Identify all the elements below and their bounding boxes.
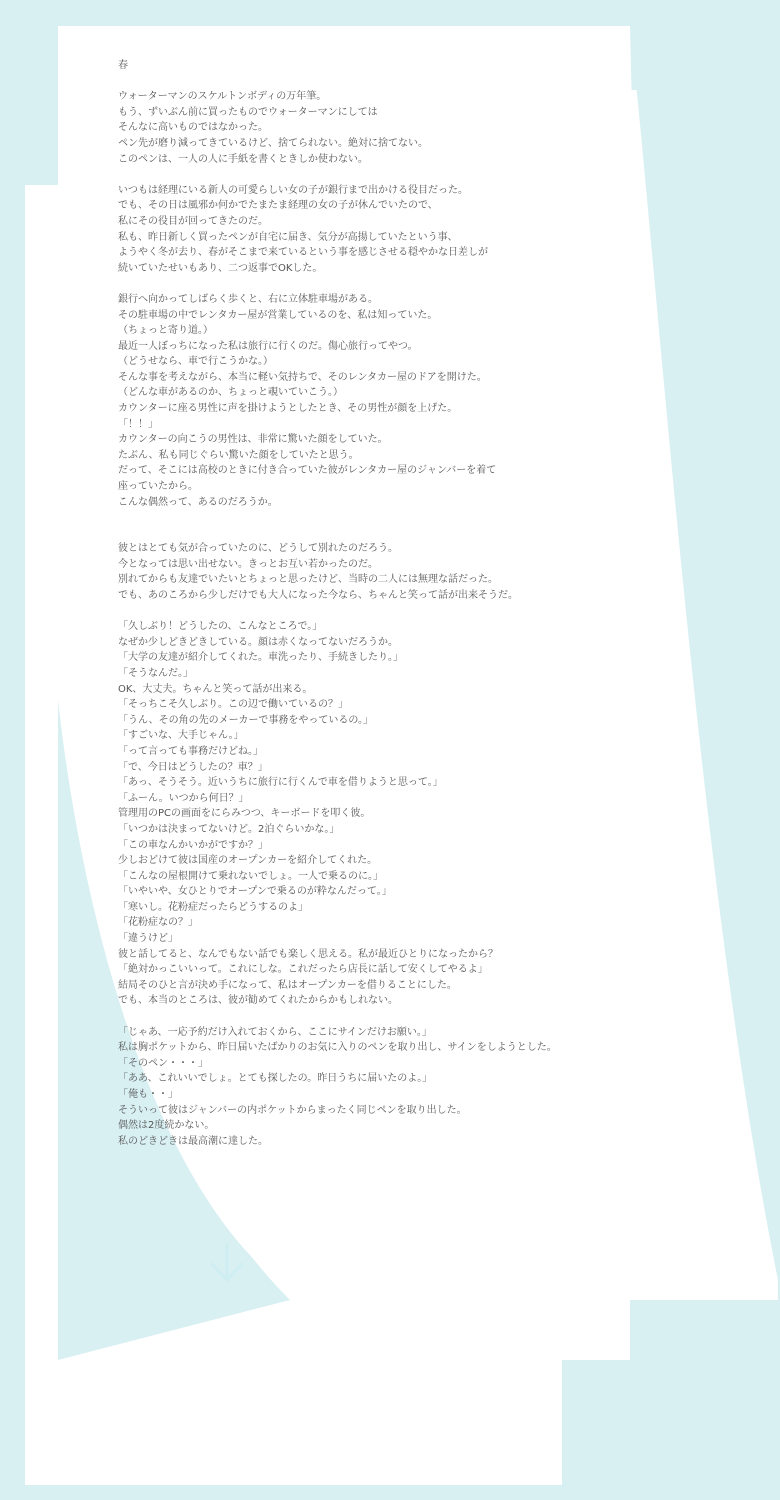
text-line: 「じゃあ、一応予約だけ入れておくから、ここにサインだけお願い。」 <box>118 1026 432 1038</box>
text-line: 少しおどけて彼は国産のオープンカーを紹介してくれた。 <box>118 855 378 867</box>
text-line: （ちょっと寄り道。） <box>118 325 213 337</box>
text-line: 「って言っても事務だけどね。」 <box>118 745 263 757</box>
text-line: 「こんなの屋根開けて乗れないでしょ。一人で乗るのに。」 <box>118 870 383 882</box>
text-line: 「いやいや、女ひとりでオープンで乗るのが粋なんだって。」 <box>118 886 392 898</box>
text-line: 座っていたから。 <box>118 481 198 493</box>
text-line: ペン先が磨り減ってきているけど、捨てられない。絶対に捨てない。 <box>118 137 428 149</box>
story-page <box>118 58 658 1165</box>
text-line: 「そのペン・・・」 <box>118 1057 208 1069</box>
text-line: 「ああ、これいいでしょ。とても探したの。昨日うちに届いたのよ。」 <box>118 1073 433 1085</box>
text-line: 偶然は2度続かない。 <box>118 1120 215 1132</box>
story-paragraph <box>118 619 658 1009</box>
text-line: 「！！」 <box>118 418 158 430</box>
text-line: 私も、昨日新しく買ったペンが自宅に届き、気分が高揚していたという事、 <box>118 231 458 243</box>
text-line: 「花粉症なの？」 <box>118 917 198 929</box>
story-title: 春 <box>118 60 128 71</box>
text-line: そんな事を考えながら、本当に軽い気持ちで、そのレンタカー屋のドアを開けた。 <box>118 371 487 383</box>
text-line: 「俺も・・」 <box>118 1089 178 1100</box>
story-paragraph <box>118 89 658 167</box>
text-line: 「あっ、そうそう。近いうちに旅行に行くんで車を借りようと思って。」 <box>118 777 443 789</box>
text-line: でも、その日は風邪か何かでたまたま経理の女の子が休んでいたので、 <box>118 200 438 212</box>
text-line: 最近一人ぼっちになった私は旅行に行くのだ。傷心旅行ってやつ。 <box>118 340 418 352</box>
story-paragraph <box>118 292 658 510</box>
text-line: ウォーターマンのスケルトンボディの万年筆。 <box>118 91 327 103</box>
text-line: （どんな車があるのか、ちょっと覗いていこう。） <box>118 387 343 399</box>
text-line: （どうせなら、車で行こうかな。） <box>118 356 273 368</box>
text-line: その駐車場の中でレンタカー屋が営業しているのを、私は知っていた。 <box>118 309 438 321</box>
text-line: だって、そこには高校のときに付き合っていた彼がレンタカー屋のジャンバーを着て <box>118 465 497 477</box>
text-line: いつもは経理にいる新人の可愛らしい女の子が銀行まで出かける役目だった。 <box>118 184 468 196</box>
text-line: OK、大丈夫。ちゃんと笑って話が出来る。 <box>118 683 313 695</box>
text-line: 結局そのひと言が決め手になって、私はオープンカーを借りることにした。 <box>118 979 457 991</box>
text-line: ようやく冬が去り、春がそこまで来ているという事を感じさせる穏やかな日差しが <box>118 247 488 259</box>
text-line: でも、本当のところは、彼が勧めてくれたからかもしれない。 <box>118 995 398 1007</box>
text-line: 管理用のPCの画面をにらみつつ、キーボードを叩く彼。 <box>118 808 371 820</box>
text-line: そんなに高いものではなかった。 <box>118 122 268 134</box>
text-line: 彼と話してると、なんでもない話でも楽しく思える。私が最近ひとりになったから？ <box>118 948 498 960</box>
text-line: 私のどきどきは最高潮に達した。 <box>118 1135 268 1147</box>
text-line: 「寒いし。花粉症だったらどうするのよ」 <box>118 901 308 913</box>
text-line: 「そうなんだ。」 <box>118 667 193 679</box>
story-paragraph <box>118 541 658 603</box>
text-line: こんな偶然って、あるのだろうか。 <box>118 496 278 508</box>
text-line: 「絶対かっこいいって。これにしな。これだったら店長に話して安くしてやるよ」 <box>118 964 488 976</box>
text-line: 私は胸ポケットから、昨日届いたばかりのお気に入りのペンを取り出し、サインをしようとした。 <box>118 1042 557 1054</box>
text-line: 「この車なんかいかがですか？」 <box>118 839 268 851</box>
text-line: 「すごいな、大手じゃん。」 <box>118 730 244 742</box>
text-line: カウンターの向こうの男性は、非常に驚いた顔をしていた。 <box>118 434 388 446</box>
text-line: でも、あのころから少しだけでも大人になった今なら、ちゃんと笑って話が出来そうだ。 <box>118 590 518 601</box>
text-line: 「そっちこそ久しぶり。この辺で働いているの？」 <box>118 699 348 711</box>
text-line: そういって彼はジャンバーの内ポケットからまったく同じペンを取り出した。 <box>118 1104 467 1116</box>
text-line: 「で、今日はどうしたの？車？」 <box>118 761 268 773</box>
text-line: 銀行へ向かってしばらく歩くと、右に立体駐車場がある。 <box>118 293 378 305</box>
story-paragraph <box>118 1025 658 1150</box>
text-line: もう、ずいぶん前に買ったものでウォーターマンにしては <box>118 106 378 118</box>
text-line: 別れてからも友達でいたいとちょっと思ったけど、当時の二人には無理な話だった。 <box>118 574 498 586</box>
text-line: 続いていたせいもあり、二つ返事でOKした。 <box>118 262 323 274</box>
text-line: 「うん、その角の先のメーカーで事務をやっているの。」 <box>118 714 373 726</box>
story-body <box>118 89 658 1149</box>
text-line: 「大学の友達が紹介してくれた。車洗ったり、手続きしたり。」 <box>118 652 403 664</box>
text-line: 「違うけど」 <box>118 933 178 945</box>
text-line: たぶん、私も同じぐらい驚いた顔をしていたと思う。 <box>118 449 359 461</box>
text-line: 今となっては思い出せない。きっとお互い若かったのだ。 <box>118 558 378 570</box>
text-line: このペンは、一人の人に手紙を書くときしか使わない。 <box>118 153 368 165</box>
text-line: 「いつかは決まってないけど。2泊ぐらいかな。」 <box>118 823 340 835</box>
text-line: 彼とはとても気が合っていたのに、どうして別れたのだろう。 <box>118 543 398 555</box>
text-line: 私にその役目が回ってきたのだ。 <box>118 215 268 227</box>
text-line: 「ふーん。いつから何日？」 <box>118 792 249 804</box>
text-line: 「久しぶり！どうしたの、こんなところで。」 <box>118 621 323 633</box>
text-line: なぜか少しどきどきしている。顔は赤くなってないだろうか。 <box>118 636 398 648</box>
story-paragraph <box>118 183 658 277</box>
text-line: カウンターに座る男性に声を掛けようとしたとき、その男性が顔を上げた。 <box>118 403 458 415</box>
